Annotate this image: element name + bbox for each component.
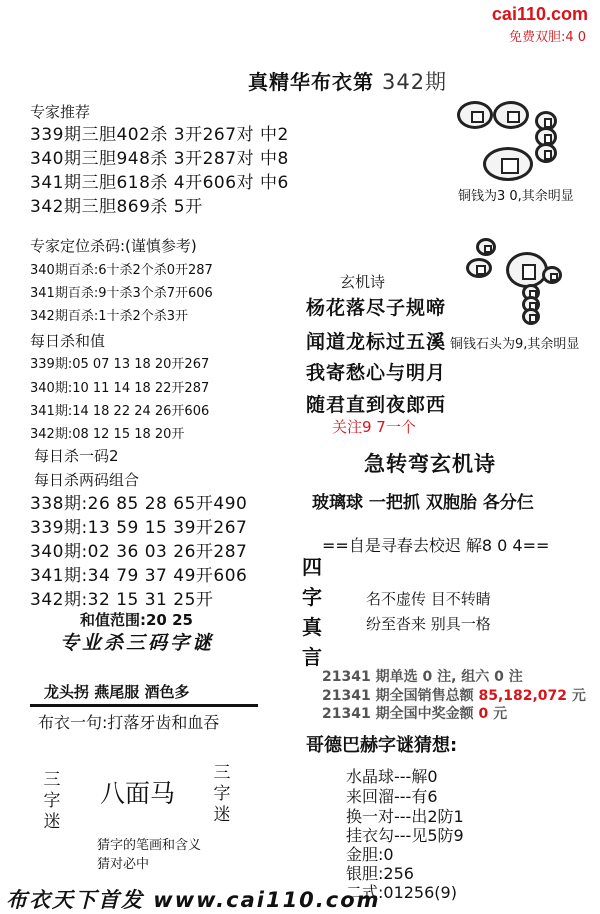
stat-sales-value: 85,182,072: [478, 688, 568, 704]
four-char-header: ==自是寻春去校迟 解8 0 4==: [322, 536, 550, 555]
stat-prize-label: 21341 期全国中奖金额: [322, 706, 474, 722]
buyi-one-line: 布衣一句:打落牙齿和血吞: [38, 713, 220, 732]
stat-single-select: 21341 期单选 0 注, 组六 0 注: [322, 669, 523, 685]
four-char-vertical: 四字真言: [302, 555, 322, 669]
poem-line-4: 随君直到夜郎西: [306, 394, 447, 416]
coin-icon: [506, 252, 548, 288]
expert-line-342: 342期三胆869杀 5开: [30, 197, 203, 217]
sum-kill-341: 341期:14 18 22 24 26开606: [30, 404, 210, 419]
stat-prize-unit: 元: [493, 706, 508, 722]
footer-banner[interactable]: 布衣天下首发 www.cai110.com: [6, 888, 381, 912]
page-title: [248, 66, 447, 96]
sum-kill-342: 342期:08 12 15 18 20开: [30, 427, 185, 442]
riddle-answer: 八面马: [100, 779, 176, 808]
stat-sales-label: 21341 期全国销售总额: [322, 688, 474, 704]
four-char-row-2: 纷至沓来 别具一格: [366, 615, 491, 633]
gordon-line-2: 来回溜---有6: [346, 787, 438, 806]
stat-prize-total: [322, 703, 507, 723]
coin-icon: [542, 266, 562, 284]
pro-riddle-title: 专业杀三码字谜: [60, 632, 215, 654]
coin-icon: [476, 238, 496, 256]
coin-icon: [466, 258, 492, 278]
coin-icon: [457, 101, 493, 129]
follow-note: 关注9 7一个: [332, 418, 416, 436]
expert-line-339: 339期三胆402杀 3开267对 中2: [30, 125, 289, 145]
coin-icon: [483, 147, 533, 181]
riddle-right-label: 三字迷: [213, 763, 231, 825]
coin-illustration-1: [455, 95, 565, 185]
two-code-338: 338期:26 85 28 65开490: [30, 494, 248, 514]
two-code-341: 341期:34 79 37 49开606: [30, 566, 248, 586]
gordon-line-1: 水晶球---解0: [346, 767, 438, 786]
poem-heading: 玄机诗: [340, 273, 386, 291]
expert-line-341: 341期三胆618杀 4开606对 中6: [30, 173, 289, 193]
turn-poem-title: 急转弯玄机诗: [364, 452, 496, 476]
gordon-gold-guts: 金胆:0: [346, 845, 394, 864]
coin-illustration-2: [462, 236, 572, 328]
gordon-silver-guts: 银胆:256: [346, 864, 414, 883]
expert-line-340: 340期三胆948杀 3开287对 中8: [30, 149, 289, 169]
coin-icon: [535, 143, 557, 163]
poem-line-2: 闻道龙标过五溪: [306, 331, 447, 353]
gordon-line-3: 换一对---出2防1: [346, 807, 464, 826]
riddle-left-label: 三字迷: [43, 770, 61, 832]
coin-icon: [522, 308, 540, 325]
riddle-hint-2: 猜对必中: [97, 857, 150, 872]
riddle-hint-1: 猜字的笔画和含义: [97, 838, 202, 853]
coin-caption-2: 铜钱石头为9,其余明显: [450, 337, 580, 352]
turn-poem-line: 玻璃球 一把抓 双胞胎 各分仨: [312, 493, 534, 513]
sum-kill-340: 340期:10 11 14 18 22开287: [30, 381, 210, 396]
riddle-phrase: 龙头拐 燕尾服 酒色多: [44, 683, 190, 701]
site-logo-text[interactable]: cai110.com: [491, 4, 588, 24]
sum-kill-heading: 每日杀和值: [30, 332, 106, 350]
daily-kill-one: 每日杀一码2: [34, 447, 119, 465]
sum-kill-339: 339期:05 07 13 18 20开267: [30, 357, 210, 372]
poem-line-3: 我寄愁心与明月: [306, 362, 447, 384]
four-char-row-1: 名不虚传 目不转睛: [366, 590, 491, 608]
stat-sales-unit: 元: [571, 688, 586, 704]
sum-range: 和值范围:20 25: [80, 611, 193, 629]
issue-number: 342期: [381, 70, 448, 94]
two-code-340: 340期:02 36 03 26开287: [30, 542, 248, 562]
poem-line-1: 杨花落尽子规啼: [306, 297, 447, 319]
position-kill-341: 341期百杀:9十杀3个杀7开606: [30, 286, 213, 301]
gordon-two-form: 二式:01256(9): [346, 883, 457, 902]
coin-caption-1: 铜钱为3 0,其余明显: [458, 189, 574, 204]
free-double-badge: 免费双胆:4 0: [508, 30, 586, 45]
stat-sales-total: [322, 685, 586, 705]
two-code-342: 342期:32 15 31 25开: [30, 590, 214, 610]
two-code-339: 339期:13 59 15 39开267: [30, 518, 248, 538]
coin-icon: [493, 101, 529, 129]
riddle-underline: [30, 704, 258, 707]
gordon-line-4: 挂衣勾---见5防9: [346, 826, 464, 845]
gordon-title: 哥德巴赫字谜猜想:: [306, 735, 458, 756]
title-text: 真精华布衣第: [248, 70, 374, 94]
position-kill-340: 340期百杀:6十杀2个杀0开287: [30, 263, 213, 278]
two-code-heading: 每日杀两码组合: [34, 471, 140, 489]
position-kill-342: 342期百杀:1十杀2个杀3开: [30, 309, 189, 324]
position-kill-heading: 专家定位杀码:(谨慎参考): [30, 237, 197, 255]
stat-prize-value: 0: [478, 706, 489, 722]
expert-heading: 专家推荐: [30, 103, 91, 121]
